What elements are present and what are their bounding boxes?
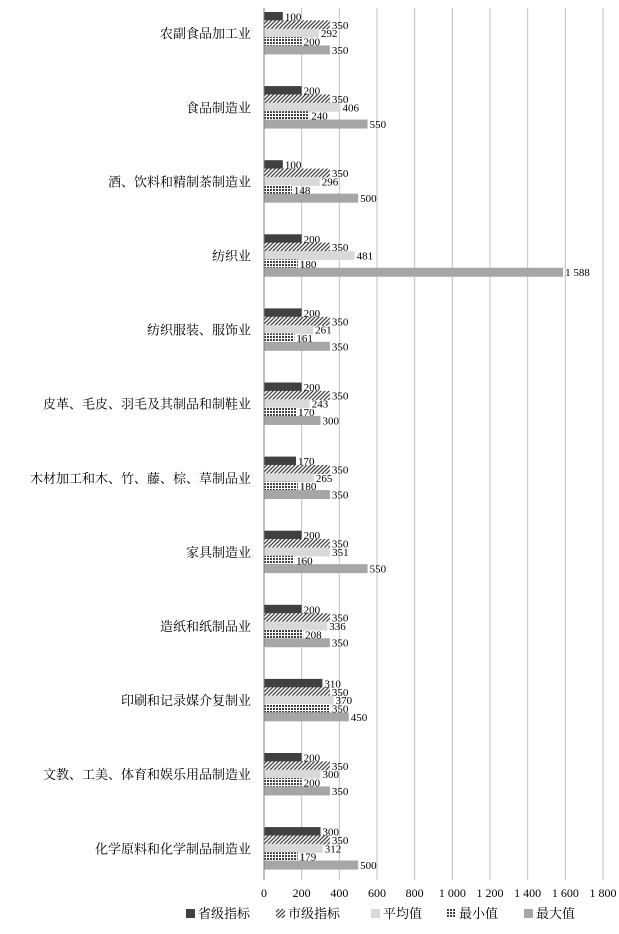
category-label: 皮革、毛皮、羽毛及其制品和制鞋业 [42,397,251,413]
data-label: 350 [331,464,349,477]
data-label: 550 [369,563,387,576]
data-label: 350 [331,760,349,773]
legend-label: 省级指标 [198,907,251,922]
data-label: 351 [332,546,349,559]
bar [264,457,296,466]
data-label: 179 [299,851,317,864]
category-label: 食品制造业 [185,101,251,117]
legend-swatch [447,909,456,918]
data-label: 160 [296,555,313,568]
x-tick-label: 600 [368,886,386,900]
bars [264,12,563,873]
x-tick-label: 1 400 [514,886,542,900]
data-label: 261 [315,324,332,337]
category-label: 木材加工和木、竹、藤、棕、草制品业 [29,471,251,487]
data-label: 550 [369,119,387,132]
bar [264,490,330,499]
data-label: 481 [356,250,374,263]
data-label: 350 [331,242,349,255]
bar [264,696,334,705]
data-label: 100 [284,11,302,24]
data-label: 500 [360,193,377,206]
legend-label: 平均值 [383,907,423,922]
legend-swatch [276,909,285,918]
data-label: 350 [331,19,349,32]
category-label: 化学原料和化学制品制造业 [94,842,251,858]
data-label: 208 [305,629,322,642]
bar [264,12,283,21]
data-label: 200 [303,382,321,394]
data-label: 350 [331,612,349,625]
data-label: 500 [360,860,377,873]
data-label: 170 [298,407,315,420]
category-label: 纺织业 [211,249,251,265]
bar [264,37,302,46]
bar [264,852,298,861]
bar [264,482,298,491]
data-label: 180 [299,258,317,271]
x-tick-label: 800 [405,886,424,900]
data-label: 300 [322,769,339,782]
data-label: 200 [303,233,321,246]
x-tick-label: 400 [330,886,349,900]
category-label: 文教、工美、体育和娱乐用品制造业 [42,768,251,784]
data-label: 350 [331,316,349,329]
data-label: 161 [296,332,313,345]
data-label: 296 [321,176,339,189]
bar [264,259,298,268]
data-label: 350 [331,785,349,798]
legend-label: 市级指标 [288,907,341,922]
data-label: 350 [331,637,349,650]
data-label: 350 [331,703,349,716]
data-label: 200 [303,604,321,617]
data-label: 336 [329,621,346,634]
bar [264,111,309,120]
data-label: 350 [331,44,349,57]
category-label: 印刷和记录媒介复制业 [120,694,251,710]
data-label: 200 [303,752,321,765]
x-tick-label: 0 [261,886,267,900]
data-label: 243 [311,398,329,411]
legend-swatch [371,909,380,918]
data-label: 240 [311,110,328,123]
bar [264,408,296,417]
bar [264,704,330,713]
bar [264,308,302,317]
bar [264,564,368,573]
bar [264,177,320,186]
bar [264,333,294,342]
category-label: 酒、饮料和精制茶制造业 [107,175,251,191]
data-label: 350 [331,168,349,181]
bar [264,687,330,696]
bar [264,160,283,169]
bar [264,531,302,540]
bar [264,753,302,762]
data-label: 450 [350,711,368,724]
category-label: 农副食品加工业 [159,27,251,43]
bar [264,185,292,194]
category-label: 纺织服装、服饰业 [146,323,251,339]
data-label: 350 [331,686,349,699]
bar [264,778,302,787]
data-label: 148 [293,184,311,197]
category-labels [30,26,251,857]
data-label: 350 [331,834,349,847]
data-label: 200 [303,85,321,98]
bar [264,234,302,243]
data-label: 406 [342,102,359,115]
data-label: 350 [331,538,349,551]
x-tick-label: 200 [292,886,311,900]
data-label: 1 588 [565,267,590,280]
data-label: 300 [322,415,339,428]
bar [264,679,322,688]
legend-label: 最小值 [459,907,499,922]
gridlines [299,8,603,880]
data-label: 170 [298,456,315,469]
bar [264,103,340,112]
category-label: 造纸和纸制品业 [159,620,251,636]
data-label: 350 [331,93,349,106]
data-label: 312 [324,843,342,856]
x-tick-label: 1 000 [438,886,466,900]
value-labels [285,12,590,873]
data-label: 200 [303,777,321,790]
data-label: 200 [303,36,321,49]
bar [264,835,330,844]
legend-swatch [524,909,533,918]
bar [264,605,302,614]
bar [264,630,303,639]
legend-swatch [186,909,195,918]
data-label: 100 [284,159,302,172]
bar [264,383,302,392]
data-label: 180 [299,481,317,494]
data-label: 370 [335,695,353,708]
bar [264,827,321,836]
data-label: 200 [303,307,321,320]
bar [264,86,302,95]
data-label: 265 [315,472,333,485]
legend [186,906,575,922]
category-label: 家具制造业 [185,545,251,561]
x-tick-label: 1 200 [476,886,504,900]
data-label: 200 [303,530,321,543]
x-tick-label: 1 600 [551,886,579,900]
data-label: 350 [331,489,349,502]
data-label: 350 [331,390,349,403]
legend-label: 最大值 [536,907,576,922]
data-label: 300 [322,826,339,839]
bar [264,556,294,565]
data-label: 310 [324,678,341,691]
data-label: 292 [320,28,338,41]
x-tick-label: 1 800 [589,886,617,900]
data-label: 350 [331,341,349,354]
bar [264,194,358,203]
